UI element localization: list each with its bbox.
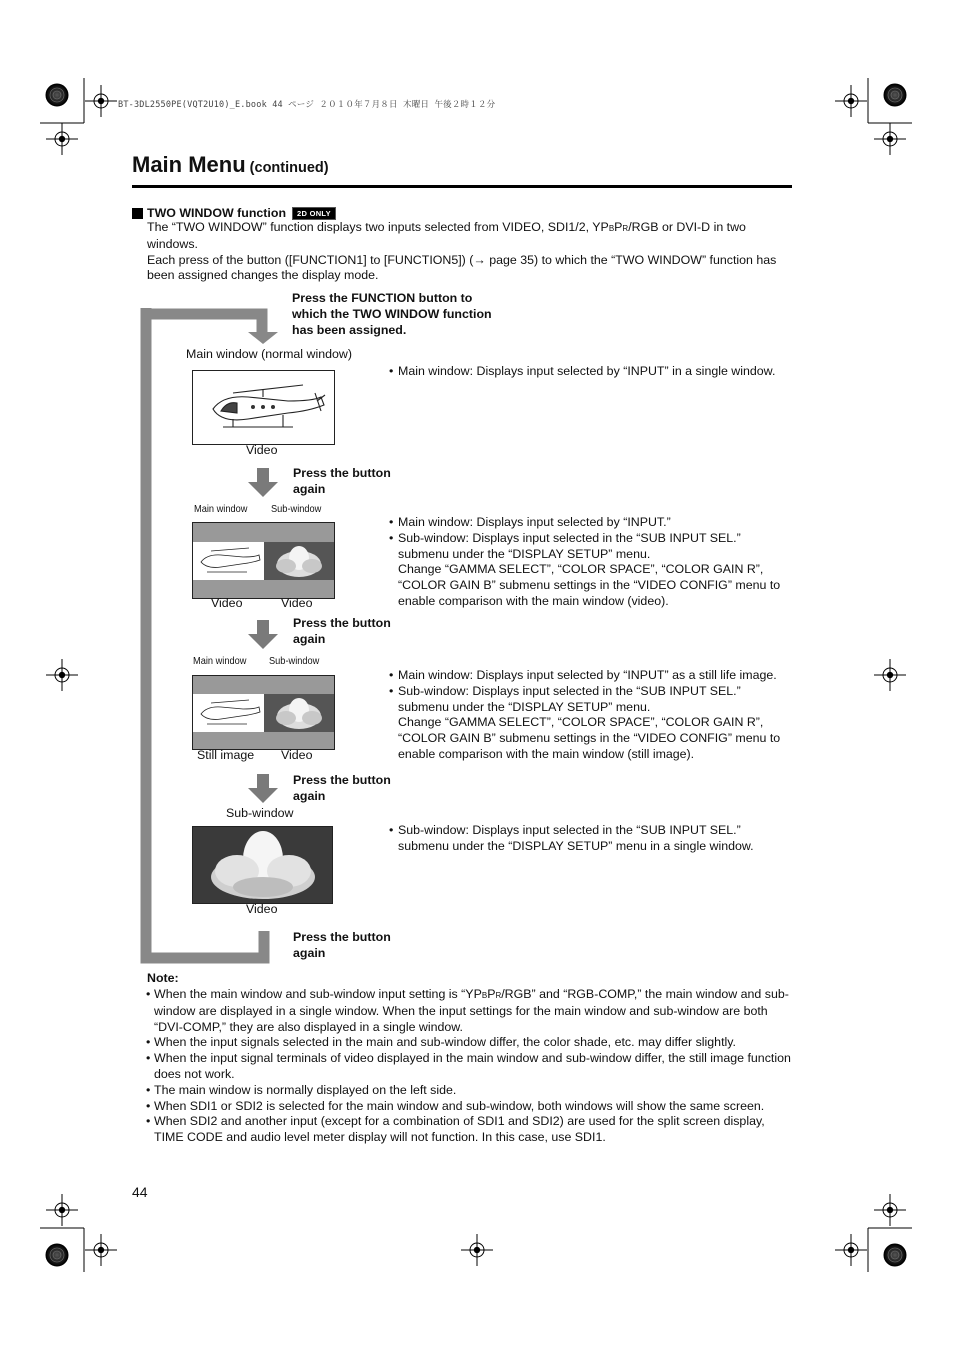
step3-main-label: Main window xyxy=(193,655,247,667)
step4-desc-item: • Sub-window: Displays input selected in the “SUB INPUT SEL.” submenu under the “DISPLAY SETUP” menu in a single window. xyxy=(389,823,789,855)
note-item: • When the input signal terminals of video displayed in the main window and sub-window differ, the still image function does not work. xyxy=(147,1051,797,1083)
step1-label: Video xyxy=(246,443,278,457)
press-again-2: Press the button again xyxy=(293,616,391,646)
step3-desc-item-1: • Main window: Displays input selected by “INPUT” as a still life image. xyxy=(389,668,789,684)
page-title xyxy=(132,152,329,178)
start-instruction: Press the FUNCTION button to which the TWO WINDOW function has been assigned. xyxy=(292,291,492,337)
step1-screen xyxy=(192,370,335,445)
page-number: 44 xyxy=(132,1184,148,1200)
note-item: • When the main window and sub-window input setting is “YPBPR/RGB” and “RGB-COMP,” the main window and sub-window are displayed in a single window. When the input settings for the main window and sub-window are both “DVI-COMP,” they are also displayed in a single window. xyxy=(147,987,797,1035)
step2-desc-item-1: • Main window: Displays input selected by “INPUT.” xyxy=(389,515,789,531)
step4-caption: Sub-window xyxy=(226,806,294,820)
note-item: • The main window is normally displayed on the left side. xyxy=(147,1083,797,1099)
step4-description xyxy=(389,823,789,855)
title-continued: (continued) xyxy=(249,160,329,176)
step2-screen xyxy=(192,522,335,599)
note-item: • When SDI1 or SDI2 is selected for the main window and sub-window, both windows will show the same screen. xyxy=(147,1099,797,1115)
2d-only-badge: 2D ONLY xyxy=(292,207,336,220)
intro-paragraph xyxy=(147,220,792,284)
print-header: BT-3DL2550PE(VQT2U10)_E.book 44 ページ ２０１０年７月８日 木曜日 午後２時１２分 xyxy=(118,100,496,110)
step2-desc-item-2: • Sub-window: Displays input selected in the “SUB INPUT SEL.” submenu under the “DISPLAY SETUP” menu. Change “GAMMA SELECT”, “COLOR SPACE”, “COLOR GAIN R”, “COLOR GAIN B” submenu settings in the “VIDEO CONFIG” menu to enable comparison with the main window (video). xyxy=(389,531,789,610)
step4-label: Video xyxy=(246,902,278,916)
down-arrow-icon xyxy=(247,620,279,650)
step3-desc-item-2: • Sub-window: Displays input selected in the “SUB INPUT SEL.” submenu under the “DISPLAY SETUP” menu. Change “GAMMA SELECT”, “COLOR SPACE”, “COLOR GAIN R”, “COLOR GAIN B” submenu settings in the “VIDEO CONFIG” menu to enable comparison with the main window (still image). xyxy=(389,684,789,763)
section-heading xyxy=(132,206,336,220)
title-text: Main Menu xyxy=(132,152,246,177)
step1-desc-item: • Main window: Displays input selected by “INPUT” in a single window. xyxy=(389,364,789,380)
down-arrow-icon xyxy=(247,774,279,804)
title-rule xyxy=(132,185,792,188)
helicopter-icon xyxy=(193,694,264,732)
helicopter-icon xyxy=(193,371,334,444)
square-bullet-icon xyxy=(132,208,143,219)
down-arrow-icon xyxy=(247,468,279,498)
step3-left-caption: Still image xyxy=(197,748,255,762)
section-heading-text: TWO WINDOW function xyxy=(147,206,287,220)
step2-main-label: Main window xyxy=(194,503,248,515)
step4-screen xyxy=(192,826,333,904)
step2-right-caption: Video xyxy=(281,596,313,610)
step3-screen xyxy=(192,675,335,750)
helicopter-icon xyxy=(193,542,264,580)
step3-description xyxy=(389,668,789,763)
step1-caption: Main window (normal window) xyxy=(186,347,352,361)
press-again-3: Press the button again xyxy=(293,773,391,803)
step1-description xyxy=(389,364,789,380)
note-heading: Note: xyxy=(147,971,179,985)
lotus-icon xyxy=(264,542,334,580)
notes-list xyxy=(147,987,797,1146)
note-item: • When SDI2 and another input (except for a combination of SDI1 and SDI2) are used for the split screen display, TIME CODE and audio level meter display will not function. In this case, use SDI1. xyxy=(147,1114,797,1146)
step2-description xyxy=(389,515,789,610)
press-again-1: Press the button again xyxy=(293,466,391,496)
step2-sub-label: Sub-window xyxy=(271,503,322,515)
press-again-4: Press the button again xyxy=(293,930,391,960)
lotus-icon xyxy=(264,694,334,732)
step3-right-caption: Video xyxy=(281,748,313,762)
intro-line-2: Each press of the button ([FUNCTION1] to [FUNCTION5]) (→ page 35) to which the “TWO WINDOW” function has been assigned changes the display mode. xyxy=(147,252,777,283)
intro-line-1: The “TWO WINDOW” function displays two inputs selected from VIDEO, SDI1/2, YPBPR/RGB or DVI-D in two windows. xyxy=(147,220,746,251)
lotus-icon xyxy=(193,827,332,903)
note-item: • When the input signals selected in the main and sub-window differ, the color shade, etc. may differ slightly. xyxy=(147,1035,797,1051)
step2-left-caption: Video xyxy=(211,596,243,610)
step3-sub-label: Sub-window xyxy=(269,655,320,667)
